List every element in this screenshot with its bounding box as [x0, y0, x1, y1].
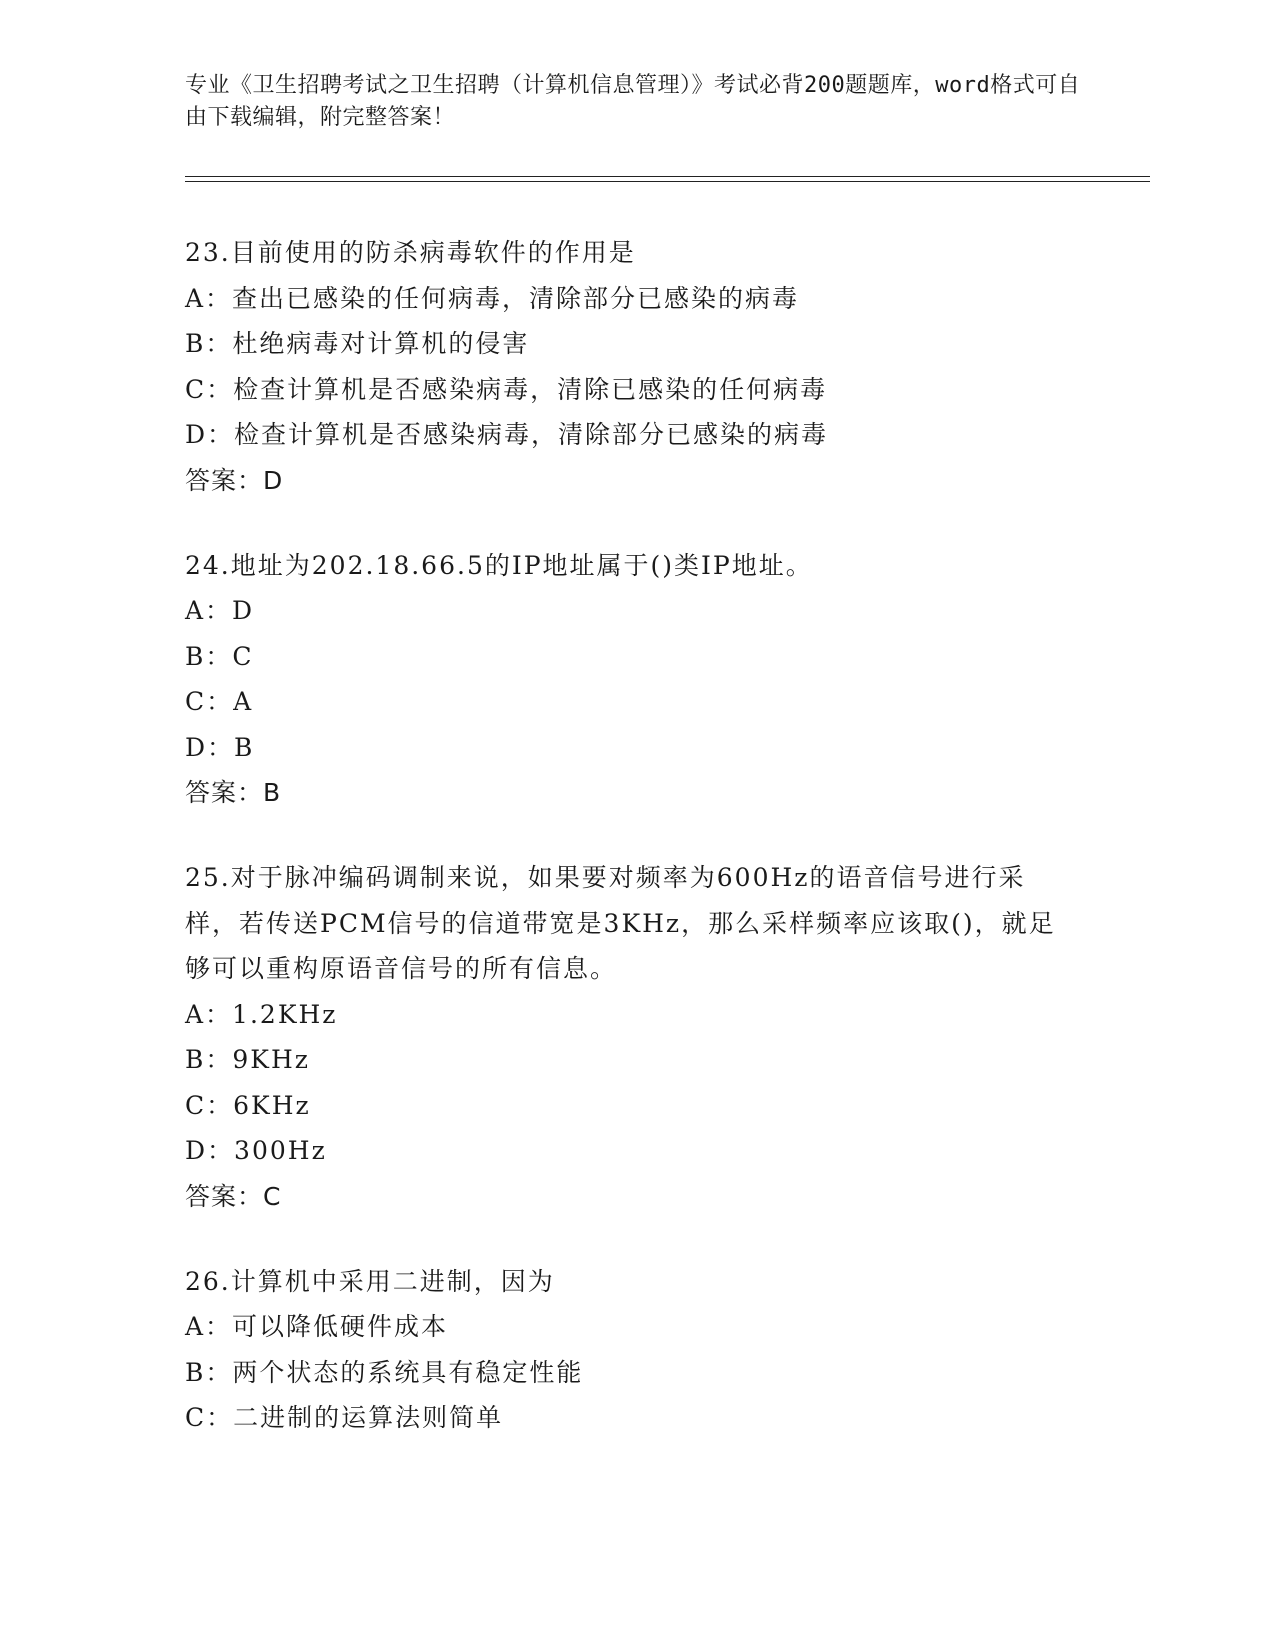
answer-line: 答案：B [185, 778, 282, 807]
option-d: D：检查计算机是否感染病毒，清除部分已感染的病毒 [185, 420, 829, 449]
question-23 [185, 230, 1150, 503]
question-stem: 24.地址为202.18.66.5的IP地址属于()类IP地址。 [185, 550, 813, 580]
option-b: B：杜绝病毒对计算机的侵害 [185, 329, 530, 358]
option-c: C：A [185, 687, 254, 716]
question-25 [185, 855, 1150, 1219]
option-c: C：6KHz [185, 1090, 311, 1120]
question-stem: 25.对于脉冲编码调制来说，如果要对频率为600Hz的语音信号进行采样，若传送PCM信号的信道带宽是3KHz，那么采样频率应该取()，就足够可以重构原语音信号的所有信息。 [185, 863, 1056, 983]
divider-line-top [185, 176, 1150, 177]
question-stem: 23.目前使用的防杀病毒软件的作用是 [185, 238, 636, 267]
option-a: A：可以降低硬件成本 [185, 1312, 449, 1341]
option-a: A：查出已感染的任何病毒，清除部分已感染的病毒 [185, 283, 800, 313]
divider-line-bottom [185, 181, 1150, 182]
option-a: A：1.2KHz [185, 999, 338, 1029]
question-stem: 26.计算机中采用二进制，因为 [185, 1266, 555, 1296]
question-26 [185, 1259, 1150, 1441]
header-divider [185, 176, 1150, 182]
question-24 [185, 543, 1150, 816]
option-d: D：B [185, 732, 255, 762]
answer-line: 答案：C [185, 1181, 282, 1211]
option-b: B：9KHz [185, 1045, 310, 1074]
option-c: C：检查计算机是否感染病毒，清除已感染的任何病毒 [185, 374, 828, 404]
option-b: B：C [185, 641, 254, 671]
answer-line: 答案：D [185, 465, 284, 495]
document-page [185, 70, 1150, 1441]
option-d: D：300Hz [185, 1136, 327, 1165]
option-c: C：二进制的运算法则简单 [185, 1403, 504, 1432]
option-a: A：D [185, 596, 255, 625]
document-intro: 专业《卫生招聘考试之卫生招聘（计算机信息管理）》考试必背200题题库，word格式可自由下载编辑，附完整答案！ [185, 73, 1081, 130]
option-b: B：两个状态的系统具有稳定性能 [185, 1357, 584, 1387]
